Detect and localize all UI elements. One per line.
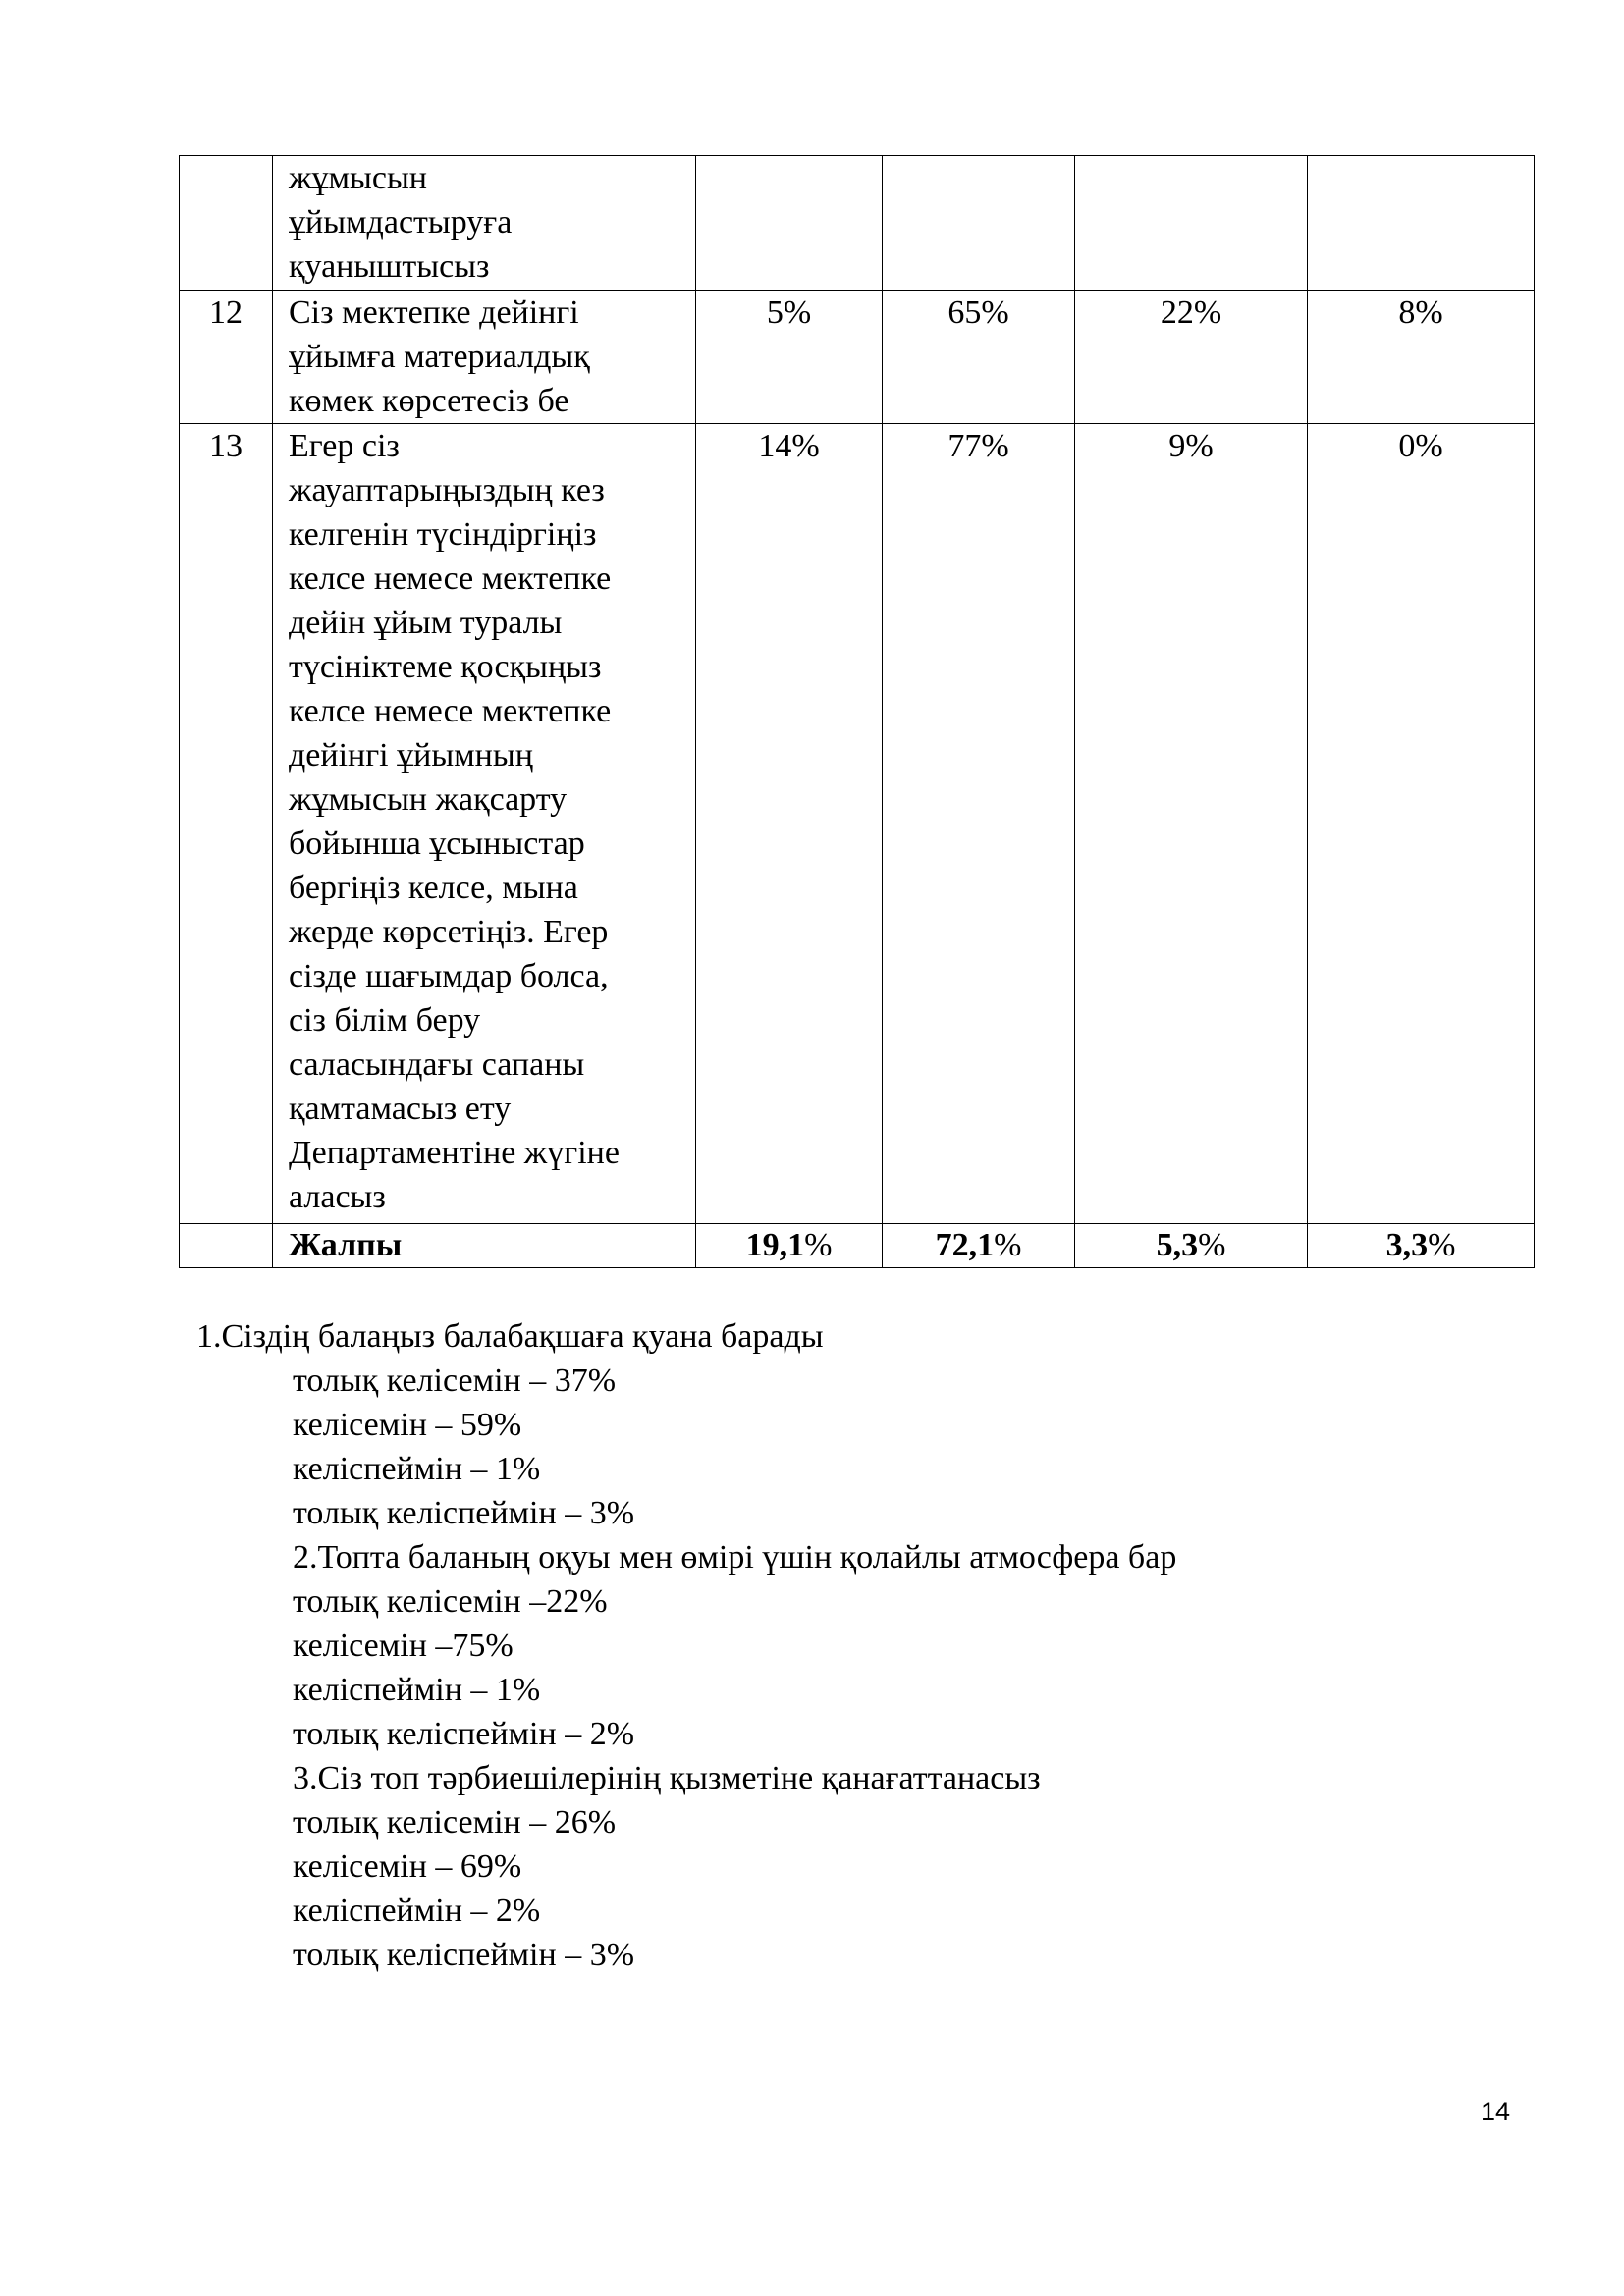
response-percent: 22%: [1075, 291, 1308, 424]
page-number: 14: [1481, 2097, 1511, 2126]
question-line: бергіңіз келсе, мына: [289, 870, 578, 906]
survey-line: келіспеймін – 2%: [293, 1893, 541, 1929]
survey-line: келіспеймін – 1%: [293, 1672, 541, 1708]
total-percent: [1308, 1224, 1535, 1268]
table-row: [180, 424, 1535, 1224]
response-percent: 8%: [1308, 291, 1535, 424]
survey-results-table: [179, 155, 1535, 1268]
response-percent: 0%: [1308, 424, 1535, 1224]
question-line: бойынша ұсыныстар: [289, 826, 585, 862]
total-percent: [883, 1224, 1075, 1268]
survey-line: 2.Топта баланың оқуы мен өмірі үшін қолайлы атмосфера бар: [293, 1539, 1177, 1575]
response-percent: [883, 156, 1075, 291]
question-line: Департаментіне жүгіне: [289, 1135, 620, 1171]
response-percent: [1075, 156, 1308, 291]
total-empty-cell: [180, 1224, 273, 1268]
response-percent: 9%: [1075, 424, 1308, 1224]
survey-line: толық келіспеймін – 2%: [293, 1716, 635, 1752]
question-text: [273, 424, 696, 1224]
question-line: жұмысын: [289, 160, 427, 196]
total-percent: [1075, 1224, 1308, 1268]
response-percent: [696, 156, 883, 291]
survey-line: келісемін – 59%: [293, 1407, 522, 1443]
question-line: жауаптарыңыздың кез: [289, 472, 605, 508]
survey-line: толық келісемін –22%: [293, 1583, 608, 1620]
table-row: [180, 291, 1535, 424]
question-line: жұмысын жақсарту: [289, 781, 568, 818]
response-percent: 14%: [696, 424, 883, 1224]
question-line: дейінгі ұйымның: [289, 737, 533, 774]
question-text: [273, 156, 696, 291]
percent-sign: %: [1428, 1227, 1456, 1263]
question-line: сізде шағымдар болса,: [289, 958, 609, 994]
question-line: сіз білім беру: [289, 1002, 481, 1039]
total-value: 19,1: [745, 1227, 805, 1263]
survey-line: келісемін –75%: [293, 1628, 514, 1664]
response-percent: [1308, 156, 1535, 291]
total-value: 5,3: [1156, 1227, 1199, 1263]
question-line: саласындағы сапаны: [289, 1046, 585, 1083]
percent-sign: %: [994, 1227, 1022, 1263]
survey-line: толық келісемін – 37%: [293, 1362, 617, 1399]
response-percent: 77%: [883, 424, 1075, 1224]
question-text: [273, 291, 696, 424]
survey-line: келіспеймін – 1%: [293, 1451, 541, 1487]
total-row: [180, 1224, 1535, 1268]
total-percent: [696, 1224, 883, 1268]
survey-line: толық келіспеймін – 3%: [293, 1937, 635, 1973]
question-line: келгенін түсіндіргіңіз: [289, 516, 597, 553]
question-line: қуаныштысыз: [289, 248, 490, 285]
response-percent: 5%: [696, 291, 883, 424]
survey-line: келісемін – 69%: [293, 1848, 522, 1885]
row-number: [180, 156, 273, 291]
row-number: 12: [180, 291, 273, 424]
question-line: келсе немесе мектепке: [289, 693, 612, 729]
percent-sign: %: [804, 1227, 833, 1263]
table-row: [180, 156, 1535, 291]
question-line: келсе немесе мектепке: [289, 561, 612, 597]
question-line: ұйымға материалдық: [289, 339, 590, 375]
question-line: дейін ұйым туралы: [289, 605, 563, 641]
survey-line: 3.Сіз топ тәрбиешілерінің қызметіне қанағаттанасыз: [293, 1760, 1041, 1796]
survey-line: толық келіспеймін – 3%: [293, 1495, 635, 1531]
question-line: аласыз: [289, 1179, 386, 1215]
question-line: ұйымдастыруға: [289, 204, 513, 240]
question-1-heading: 1.Сіздің балаңыз балабақшаға қуана барады: [196, 1318, 824, 1355]
question-line: көмек көрсетесіз бе: [289, 383, 569, 419]
question-line: түсініктеме қосқыңыз: [289, 649, 602, 685]
question-line: жерде көрсетіңіз. Егер: [289, 914, 609, 950]
response-percent: 65%: [883, 291, 1075, 424]
question-line: Егер сіз: [289, 428, 400, 464]
row-number: 13: [180, 424, 273, 1224]
total-label: Жалпы: [273, 1224, 696, 1268]
percent-sign: %: [1198, 1227, 1226, 1263]
question-line: Сіз мектепке дейінгі: [289, 294, 579, 331]
total-value: 72,1: [935, 1227, 995, 1263]
table-body: [180, 156, 1535, 1268]
total-value: 3,3: [1385, 1227, 1429, 1263]
question-line: қамтамасыз ету: [289, 1091, 512, 1127]
survey-line: толық келісемін – 26%: [293, 1804, 617, 1841]
